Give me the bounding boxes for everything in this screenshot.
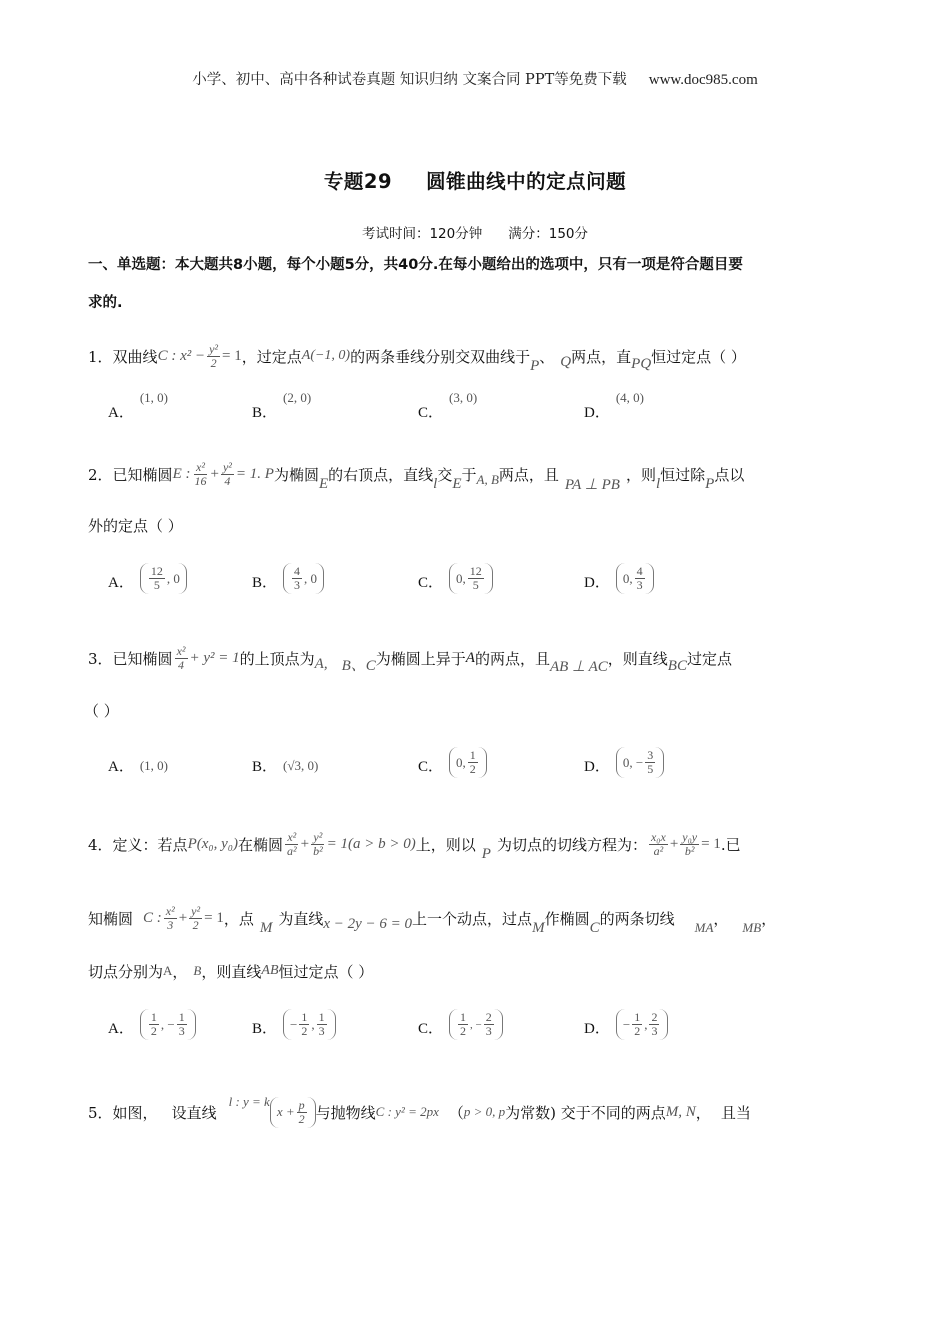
math-expr: l (655, 475, 661, 492)
math-expr: M, N (665, 1103, 696, 1120)
question-text: 为椭圆 (273, 465, 319, 484)
math-expr: AB ⊥ AC (549, 658, 608, 675)
page-header (0, 68, 950, 89)
math-expr: = 1(a > b > 0) (326, 835, 416, 852)
option-c[interactable]: C． 0, $\frac{1}{2}$ (418, 734, 487, 778)
question-2-cont (88, 512, 878, 538)
question-text: 两点，且 (498, 465, 559, 484)
fraction: $\frac{\text{x²}}{\text{a²}}$ (286, 829, 297, 858)
options-1 (108, 380, 868, 424)
question-4-line-3 (88, 958, 878, 984)
title-name: 圆锥曲线中的定点问题 (426, 170, 627, 193)
math-expr: PA ⊥ PB (564, 476, 620, 493)
math-expr: x + $\frac{p}{2}$ (270, 1097, 316, 1128)
question-text: 切点分别为 (88, 962, 164, 981)
option-a[interactable]: A． $\frac{12}{5}$ , 0 (108, 550, 187, 594)
question-text: 已知椭圆 (112, 465, 173, 484)
math-expr: B、C (341, 657, 376, 674)
question-text: .已 (720, 835, 741, 854)
question-text: 如图， (112, 1103, 158, 1122)
question-number: 2． (88, 465, 113, 484)
math-expr: MA (694, 920, 714, 935)
question-number: 5． (88, 1103, 113, 1122)
math-expr: B (193, 963, 202, 978)
math-expr: BC (667, 657, 687, 674)
math-expr: C : y² = 2px (375, 1104, 439, 1119)
exam-info (0, 222, 950, 242)
question-text: 交 (437, 465, 453, 484)
math-expr: C : (143, 909, 162, 926)
header-site-link[interactable]: www.doc985.com (648, 72, 758, 88)
fraction: $\frac{\text{x²}}{16}$ (194, 459, 207, 488)
question-text: ，点 (223, 909, 254, 928)
math-expr: P (705, 475, 715, 492)
option-b[interactable]: B． − $\frac{1}{2}$ , $\frac{1}{3}$ (252, 996, 336, 1040)
fraction: $\frac{\text{y²}}{\text{b²}}$ (313, 829, 323, 858)
question-text: 的两条垂线分别交双曲线于 (350, 347, 531, 366)
question-text: ， (713, 909, 729, 928)
question-text: （ ） (84, 701, 119, 720)
math-expr: x − 2y − 6 = 0 (323, 915, 413, 932)
option-d[interactable]: D． − $\frac{1}{2}$ , $\frac{2}{3}$ (584, 996, 668, 1040)
question-text: 上，则以 (415, 835, 476, 854)
math-expr: MB (742, 920, 762, 935)
option-a[interactable]: A． (1, 0) (108, 758, 169, 775)
exam-score: 满分：150分 (508, 226, 589, 242)
math-expr: = 1. P (235, 465, 274, 482)
math-expr: = 1 (204, 909, 224, 926)
question-text: ，过定点 (241, 347, 302, 366)
math-expr: A(−1, 0) (301, 348, 351, 363)
option-a[interactable]: A． (1, 0) (108, 390, 169, 421)
exam-time: 考试时间：120分钟 (361, 226, 483, 242)
question-text: 过定点 (686, 649, 732, 668)
question-text: ，则 (625, 465, 656, 484)
question-number: 4． (88, 835, 113, 854)
question-text: 知椭圆 (88, 909, 134, 928)
option-b[interactable]: B． $\frac{4}{3}$ , 0 (252, 550, 324, 594)
math-expr: + (669, 835, 679, 852)
question-4 (88, 824, 878, 864)
math-expr: p > 0, p (463, 1104, 506, 1119)
math-expr: P (530, 357, 540, 374)
question-text: 恒过除 (660, 465, 706, 484)
question-5 (88, 1090, 878, 1134)
question-text: ， (172, 962, 188, 981)
math-expr: A, (314, 655, 328, 672)
math-expr: A (163, 963, 173, 978)
option-b[interactable]: B． (2, 0) (252, 390, 312, 421)
section-heading-line-2: 求的. (88, 295, 123, 311)
option-d[interactable]: D． 0, − $\frac{3}{5}$ (584, 734, 664, 778)
math-expr: AB (261, 963, 279, 978)
fraction: $\frac{\text{x²}}{4}$ (176, 643, 186, 672)
math-expr: C (589, 919, 600, 936)
math-expr: P(x₀, y₀) (187, 835, 238, 852)
page-title (0, 166, 950, 194)
question-text: 定义：若点 (112, 835, 188, 854)
question-text: 为常数) 交于不同的两点 (505, 1103, 666, 1122)
question-text: 与抛物线 (315, 1103, 376, 1122)
options-4 (108, 996, 868, 1040)
fraction: $\frac{\text{y²}}{2}$ (209, 341, 219, 370)
question-text: 于 (461, 465, 477, 484)
question-text: 已知椭圆 (112, 649, 173, 668)
section-heading-line-1: 一、单选题：本大题共8小题，每个小题5分，共40分.在每小题给出的选项中，只有一项是符合题目要 (88, 257, 743, 273)
math-expr: E (318, 475, 329, 492)
question-text: ，则直线 (201, 962, 262, 981)
math-expr: = 1 (222, 347, 242, 364)
fraction: $\frac{\text{y²}}{2}$ (191, 903, 201, 932)
question-text: 设直线 (171, 1103, 217, 1122)
title-topic: 专题29 (323, 170, 393, 193)
fraction: $\frac{\text{y²}}{4}$ (222, 459, 232, 488)
question-text: 的右顶点，直线 (328, 465, 434, 484)
math-expr: + (178, 909, 188, 926)
option-c[interactable]: C． (3, 0) (418, 390, 478, 421)
question-text: （ (448, 1103, 464, 1122)
question-4-line-2 (88, 898, 878, 938)
question-text: 的两条切线 (599, 909, 675, 928)
question-text: 外的定点（ ） (88, 516, 183, 535)
option-b[interactable]: B． (√3, 0) (252, 758, 319, 775)
question-text: 、 (539, 347, 555, 366)
question-number: 3． (88, 649, 113, 668)
question-text: 两点，直 (571, 347, 632, 366)
math-expr: = 1 (701, 835, 721, 852)
question-number: 1． (88, 347, 113, 366)
option-d[interactable]: D． (4, 0) (584, 390, 645, 421)
question-text: ，则直线 (607, 649, 668, 668)
question-text: 恒过定点（ ） (651, 347, 746, 366)
question-3 (88, 640, 878, 676)
math-expr: M (259, 919, 273, 936)
fraction: $\frac{\text{y₀y}}{\text{b²}}$ (682, 829, 698, 858)
question-text: 作椭圆 (544, 909, 590, 928)
question-text: 双曲线 (112, 347, 158, 366)
option-c[interactable]: C． 0, $\frac{12}{5}$ (418, 550, 493, 594)
math-expr: Q (560, 353, 572, 370)
fraction: $\frac{\text{x₀x}}{\text{a²}}$ (650, 829, 666, 858)
question-text: ， (761, 909, 777, 928)
option-d[interactable]: D． 0, $\frac{4}{3}$ (584, 550, 654, 594)
math-expr: A, B (476, 472, 499, 487)
math-expr: P (481, 845, 491, 862)
question-text: 点以 (714, 465, 745, 484)
question-text: ， (695, 1103, 711, 1122)
math-expr: + (300, 835, 310, 852)
math-expr: A (465, 649, 475, 666)
question-text: 为切点的切线方程为： (496, 835, 647, 854)
math-expr: E : (172, 465, 191, 482)
question-text: 的两点，且 (474, 649, 550, 668)
math-expr: l : y = k (228, 1094, 270, 1109)
math-expr: C : x² − (157, 347, 206, 364)
question-3-cont (84, 698, 874, 722)
math-expr: E (452, 475, 462, 492)
question-text: 在椭圆 (237, 835, 283, 854)
option-a[interactable]: A． $\frac{1}{2}$ , − $\frac{1}{3}$ (108, 996, 196, 1040)
question-1 (88, 338, 878, 374)
header-banner-text: 小学、初中、高中各种试卷真题 知识归纳 文案合同 PPT等免费下载 (192, 72, 627, 88)
math-expr: M (532, 919, 545, 936)
math-expr: l (433, 475, 438, 492)
question-text: 上一个动点，过点 (412, 909, 533, 928)
question-text: 为直线 (278, 909, 324, 928)
options-2 (108, 550, 868, 594)
math-expr: + y² = 1 (189, 649, 240, 666)
fraction: $\frac{\text{x²}}{3}$ (165, 903, 175, 932)
math-expr: + (210, 465, 219, 482)
question-text: 且当 (720, 1103, 751, 1122)
question-text: 恒过定点（ ） (278, 962, 374, 981)
math-expr: PQ (631, 355, 652, 372)
option-c[interactable]: C． $\frac{1}{2}$ , − $\frac{2}{3}$ (418, 996, 503, 1040)
question-text: 的上顶点为 (239, 649, 315, 668)
question-text: 为椭圆上异于 (375, 649, 466, 668)
question-2 (88, 456, 878, 492)
options-3 (108, 734, 868, 778)
section-heading (88, 246, 878, 322)
